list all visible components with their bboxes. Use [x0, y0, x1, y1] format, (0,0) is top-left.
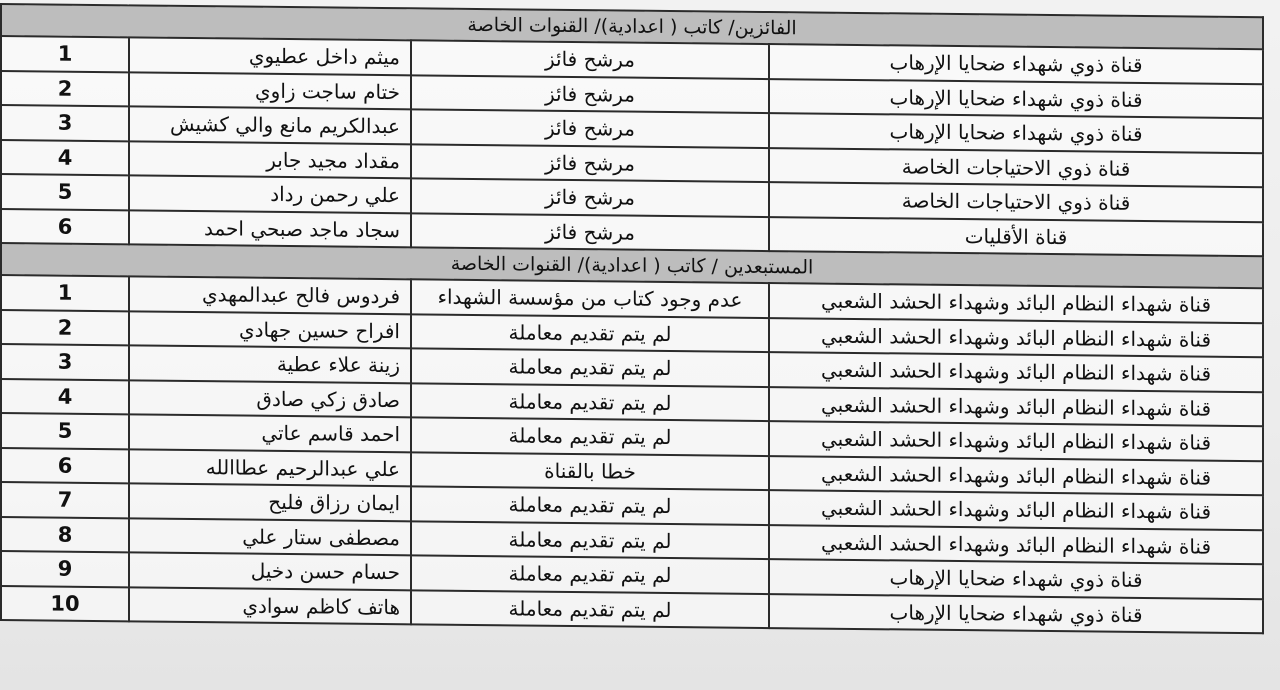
candidate-name: زينة علاء عطية — [129, 345, 411, 382]
candidate-channel: قناة ذوي شهداء ضحايا الإرهاب — [769, 594, 1263, 634]
candidate-channel: قناة ذوي شهداء ضحايا الإرهاب — [769, 559, 1263, 599]
candidate-name: مقداد مجيد جابر — [129, 141, 411, 178]
candidate-name: مصطفى ستار علي — [129, 518, 411, 555]
candidate-name: سجاد ماجد صبحي احمد — [129, 210, 411, 247]
candidate-name: علي رحمن رداد — [129, 175, 411, 212]
results-table — [0, 3, 1264, 634]
candidate-channel: قناة ذوي شهداء ضحايا الإرهاب — [769, 79, 1263, 119]
row-number: 2 — [1, 310, 129, 346]
row-number: 9 — [1, 551, 129, 587]
candidate-channel: قناة ذوي الاحتياجات الخاصة — [769, 182, 1263, 222]
candidate-status: لم يتم تقديم معاملة — [411, 314, 769, 352]
row-number: 3 — [1, 105, 129, 141]
candidate-status: لم يتم تقديم معاملة — [411, 383, 769, 421]
candidate-status: لم يتم تقديم معاملة — [411, 521, 769, 559]
row-number: 1 — [1, 36, 129, 72]
candidate-name: علي عبدالرحيم عطاالله — [129, 449, 411, 486]
row-number: 4 — [1, 379, 129, 415]
candidate-channel: قناة شهداء النظام البائد وشهداء الحشد الشعبي — [769, 490, 1263, 530]
row-number: 5 — [1, 174, 129, 210]
candidate-channel: قناة ذوي شهداء ضحايا الإرهاب — [769, 44, 1263, 84]
candidate-name: حسام حسن دخيل — [129, 552, 411, 589]
candidate-status: لم يتم تقديم معاملة — [411, 486, 769, 524]
candidate-name: افراح حسين جهادي — [129, 311, 411, 348]
row-number: 6 — [1, 209, 129, 245]
row-number: 3 — [1, 344, 129, 380]
candidate-status: خطا بالقناة — [411, 452, 769, 490]
results-table-body — [1, 4, 1263, 633]
candidate-channel: قناة شهداء النظام البائد وشهداء الحشد الشعبي — [769, 525, 1263, 565]
candidate-channel: قناة ذوي شهداء ضحايا الإرهاب — [769, 113, 1263, 153]
candidate-channel: قناة شهداء النظام البائد وشهداء الحشد الشعبي — [769, 283, 1263, 323]
candidate-name: ختام ساجت زاوي — [129, 72, 411, 109]
candidate-name: عبدالكريم مانع والي كشيش — [129, 106, 411, 143]
candidate-status: لم يتم تقديم معاملة — [411, 555, 769, 593]
candidate-name: ايمان رزاق فليح — [129, 483, 411, 520]
results-table-wrap — [0, 3, 1262, 634]
candidate-name: فردوس فالح عبدالمهدي — [129, 276, 411, 313]
candidate-status: مرشح فائز — [411, 75, 769, 113]
candidate-name: ميثم داخل عطيوي — [129, 37, 411, 74]
candidate-status: مرشح فائز — [411, 109, 769, 147]
candidate-channel: قناة شهداء النظام البائد وشهداء الحشد الشعبي — [769, 318, 1263, 358]
candidate-channel: قناة شهداء النظام البائد وشهداء الحشد الشعبي — [769, 421, 1263, 461]
row-number: 6 — [1, 448, 129, 484]
row-number: 7 — [1, 482, 129, 518]
row-number: 4 — [1, 140, 129, 176]
candidate-status: عدم وجود كتاب من مؤسسة الشهداء — [411, 279, 769, 317]
row-number: 2 — [1, 71, 129, 107]
candidate-channel: قناة الأقليات — [769, 217, 1263, 257]
row-number: 8 — [1, 517, 129, 553]
candidate-channel: قناة شهداء النظام البائد وشهداء الحشد الشعبي — [769, 352, 1263, 392]
candidate-name: احمد قاسم عاتي — [129, 414, 411, 451]
row-number: 5 — [1, 413, 129, 449]
candidate-status: لم يتم تقديم معاملة — [411, 590, 769, 628]
candidate-name: هاتف كاظم سوادي — [129, 587, 411, 624]
candidate-name: صادق زكي صادق — [129, 380, 411, 417]
candidate-status: مرشح فائز — [411, 144, 769, 182]
candidate-status: مرشح فائز — [411, 178, 769, 216]
candidate-status: مرشح فائز — [411, 40, 769, 78]
section-header: المستبعدين / كاتب ( اعدادية)/ القنوات الخاصة — [1, 243, 1263, 288]
candidate-status: مرشح فائز — [411, 213, 769, 251]
candidate-channel: قناة شهداء النظام البائد وشهداء الحشد الشعبي — [769, 456, 1263, 496]
candidate-status: لم يتم تقديم معاملة — [411, 417, 769, 455]
candidate-channel: قناة شهداء النظام البائد وشهداء الحشد الشعبي — [769, 387, 1263, 427]
candidate-channel: قناة ذوي الاحتياجات الخاصة — [769, 148, 1263, 188]
candidate-status: لم يتم تقديم معاملة — [411, 348, 769, 386]
row-number: 10 — [1, 586, 129, 622]
section-header: الفائزين/ كاتب ( اعدادية)/ القنوات الخاصة — [1, 4, 1263, 49]
row-number: 1 — [1, 275, 129, 311]
